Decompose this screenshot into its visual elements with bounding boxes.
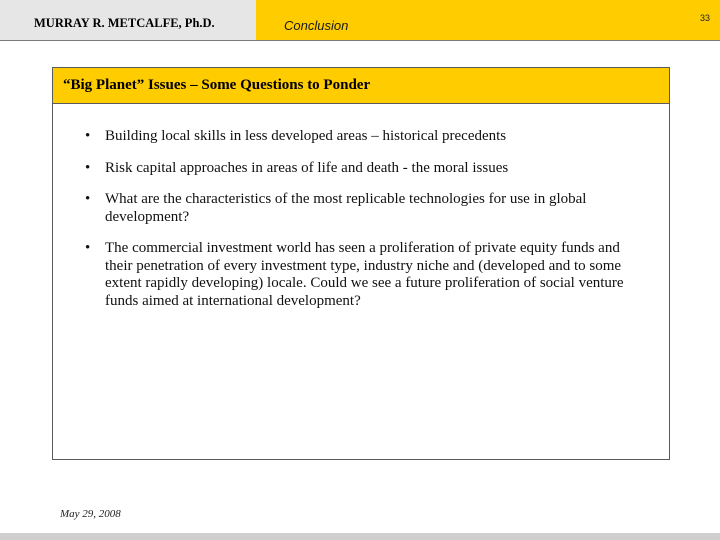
bullet-item [83,240,638,310]
bullet-list [83,128,638,324]
footer-date: May 29, 2008 [60,508,121,520]
page-number: 33 [699,13,710,23]
bullet-text: Risk capital approaches in areas of life and death - the moral issues [105,159,509,176]
bullet-icon: • [85,159,91,176]
bullet-icon: • [85,191,91,207]
header-divider [0,40,720,41]
author-name: MURRAY R. METCALFE, Ph.D. [34,16,215,30]
bullet-item [83,128,638,146]
bullet-item [83,191,638,226]
bullet-text: What are the characteristics of the most replicable technologies for use in global development? [105,191,587,225]
bullet-icon: • [85,240,91,256]
bullet-item [83,160,638,178]
slide-title: “Big Planet” Issues – Some Questions to Ponder [63,77,371,93]
section-title: Conclusion [284,18,349,33]
bullet-icon: • [85,128,91,144]
slide-title-bar [52,67,670,104]
bullet-text: The commercial investment world has seen a proliferation of private equity funds and their penetration of every investment type, industry niche and (developed and to some extent rapidly developing) locale. Could we see a future proliferation of social venture funds aimed at international development? [105,240,624,309]
footer-strip [0,533,720,540]
bullet-text: Building local skills in less developed areas – historical precedents [105,128,507,144]
slide-content-box [52,104,670,460]
